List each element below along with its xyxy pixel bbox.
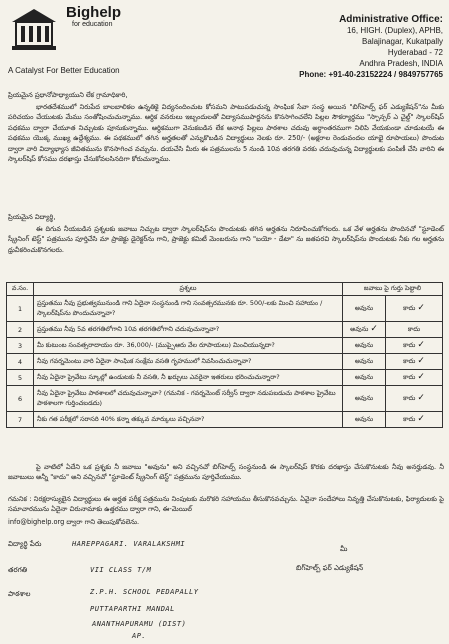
checkmark-icon: ✓ (417, 303, 425, 313)
answer-no-label: కాదు (403, 373, 416, 381)
answer-yes[interactable]: అవును (343, 354, 386, 370)
answer-no[interactable]: కాదు (386, 322, 443, 338)
signature-line-1: మీ (340, 545, 348, 553)
answer-yes[interactable]: అవును (343, 370, 386, 386)
eligibility-table (6, 282, 443, 428)
row-number: 6 (7, 386, 34, 412)
answer-no-checked[interactable] (386, 296, 443, 322)
office-title: Administrative Office: (339, 14, 443, 25)
checkmark-icon: ✓ (417, 393, 425, 403)
bighelp-logo (8, 6, 60, 54)
office-line: Hyderabad - 72 (387, 48, 443, 57)
answer-yes-label: అవును (350, 325, 369, 333)
checkmark-icon: ✓ (417, 356, 425, 366)
row-number: 7 (7, 412, 34, 428)
checkmark-icon: ✓ (370, 324, 378, 334)
answer-yes[interactable]: అవును (343, 296, 386, 322)
question-text: ప్రస్తుతము నీవు ప్రభుత్వమునుండి గాని ఏదైనా సంస్థనుండి గాని సంవత్సరమునకు రూ. 500/-లకు మించి సహాయం / స్కాలర్‌షిప్‌ను పొందుచున్నావా? (34, 296, 343, 322)
col-header-number: వ.సం. (7, 283, 34, 296)
answer-yes-checked[interactable] (343, 322, 386, 338)
brand-name: Bighelp (66, 4, 121, 21)
col-header-question: ప్రశ్నలు (34, 283, 343, 296)
question-text: నీకు గత పరీక్షలో సరాసరి 40% కన్నా తక్కువ మార్కులు వచ్చినవా? (34, 412, 343, 428)
student-name-value[interactable]: HAREPPAGARI. VARALAKSHMI (72, 540, 186, 548)
school-value-line[interactable]: ANANTHAPURAMU (DIST) (92, 620, 187, 628)
school-value-line[interactable]: AP. (132, 632, 147, 640)
class-value[interactable]: VII CLASS T/M (90, 566, 152, 574)
answer-no-checked[interactable] (386, 412, 443, 428)
row-number: 2 (7, 322, 34, 338)
row-number: 4 (7, 354, 34, 370)
table-row (7, 370, 443, 386)
brand-subtitle: for education (72, 21, 113, 28)
office-line: Balajinagar, Kukatpally (362, 37, 443, 46)
table-row (7, 296, 443, 322)
question-text: నీవు గవర్నమెంటు వారి ఏదైనా సాంఘిక సంక్షేమ వసతి గృహములో నివసించుచున్నావా? (34, 354, 343, 370)
table-row (7, 412, 443, 428)
row-number: 1 (7, 296, 34, 322)
instruction-paragraph: ఈ దిగువ నీయబడిన ప్రశ్నలకు జవాబు నిచ్చుట ద్వారా స్కాలర్‌షిప్‌ను పొందుటకు తగిన అర్హతను నిరూపించుకోగలరు. ఒక వేళ అర్హతను పొందినచో "స్టూడెంట్ స్క్రీనింగ్ టెస్ట్" పత్రమును పూర్తిచేసి మా ప్రాజెక్టు డైరెక్టర్‌ను గాని, ప్రాజెక్టు కమిటీ మెంబరును గాని "బయో - డేటా" ను జతపరచి స్కాలర్‌షిప్‌ను పొందుటకు నీకు గల అర్హతను ధ్రువీకరించుకొనగలరు. (8, 225, 444, 254)
checkmark-icon: ✓ (417, 340, 425, 350)
answer-no-label: కాదు (403, 357, 416, 365)
tagline: A Catalyst For Better Education (8, 66, 120, 75)
salutation-principal: ప్రియమైన ప్రధానోపాధ్యాయుని లేక గ్రామాధికారి, (8, 91, 128, 99)
answer-no-label: కాదు (403, 394, 416, 402)
salutation-student: ప్రియమైన విద్యార్థి, (8, 213, 56, 221)
row-number: 3 (7, 338, 34, 354)
office-address (283, 14, 443, 80)
intro-paragraph: భారతదేశములో నిరుపేద బాలబాలికల ఉన్నతికై విద్యనందించుట కోసమని పాటుపడుచున్న సాంఘిక సేవా సంస్థ అయిన "బిగ్‌హెల్ప్ ఫర్ ఎడ్యుకేషన్"ను మీకు పరిచయం చేయుటకు మేము సంతోషించుచున్నాము. ఆర్థిక వనరులు ఇబ్బందులతో విద్యాసముపార్జనను కొనసాగించలేని పిల్లల సౌకర్యార్థము "స్పాన్సర్ ఎ చైల్డ్" స్కాలర్‌షిప్ పధకము ద్వారా చేయూత నిచ్చుటకు పూనుకున్నాము. ఆర్థికముగా వెనుకబడిన లేక అనాథ పిల్లలు పాఠశాల చదువు అర్ధాంతరముగా నిలిపి వేయకుండా చూడుటయే ఈ పథకము యొక్క ముఖ్య ఉద్దేశ్యము. ఈ పథకములో తగిన అర్హతలతో ఎన్నుకొబడిన విద్యార్థులు నెలకు రూ. 250/- (అక్షరాల రెండువందల యాభై రూపాయలు) పొందుట ద్వారా వారి విద్యాభ్యాస జీవితమును కొనసాగించ వచ్చును. దయచేసి మీరు ఈ పత్రములను 5 నుండి 10వ తరగతి వరకు చదువుచున్న విద్యార్థులకు పంపిణీ చేసి వారిని ఈ స్కాలర్‌షిప్ కోసము దరఖాస్తు చేసుకోవలసినదిగా కోరుచున్నాము. (8, 103, 444, 164)
answer-no-checked[interactable] (386, 338, 443, 354)
question-text: ప్రస్తుతము నీవు 5వ తరగతిలోగాని 10వ తరగతిలోగాని చదువుచున్నావా? (34, 322, 343, 338)
answer-no-checked[interactable] (386, 386, 443, 412)
school-label: పాఠశాల (8, 590, 31, 598)
office-line: Andhra Pradesh, INDIA (359, 59, 443, 68)
col-header-answer: జవాబు పై గుర్తు పెట్టాలి (343, 283, 443, 296)
instructions-note: గమనిక : నిరక్షరాస్యులైన విద్యార్థులు ఈ అర్హత పరీక్ష పత్రమును నింపుటకు మరొకరి సహాయము తీసుకొనవచ్చును. ఏవైనా సందేహాలు నివృత్తి చేసుకొనుటకు, ఫిర్యాదులకు పై సమాచారమును ఏదైనా చిరునామాకు ఉత్తరము ద్వారా గాని, ఈ-మెయిల్ (8, 495, 444, 514)
signature-org: బిగ్‌హెల్ప్ ఫర్ ఎడ్యుకేషన్ (296, 564, 364, 572)
question-text: నీవు ఏదైనా ప్రైవేటు పాఠశాలలో చదువుచున్నావా? (గమనిక - గవర్నమెంట్ సర్వీస్ ద్వారా నడుపబడుచు పాఠశాల ప్రైవేటు పాఠశాలగా గుర్తించబడదు) (34, 386, 343, 412)
email-line: info@bighelp.org ద్వారా గాని తెలుపుకోవలెను. (8, 518, 140, 526)
answer-no-label: కాదు (403, 415, 416, 423)
question-text: మీ కుటుంబ సంవత్సరాదాయం రూ. 36,000/- (ముప్పైఆరు వేల రూపాయలు) మించియున్నదా? (34, 338, 343, 354)
checkmark-icon: ✓ (417, 414, 425, 424)
table-header-row (7, 283, 443, 296)
answer-no-checked[interactable] (386, 370, 443, 386)
office-line: 16, HIGH. (Duplex), APHB, (346, 26, 443, 35)
school-value-line[interactable]: Z.P.H. SCHOOL PEDAPALLY (90, 588, 199, 596)
answer-yes[interactable]: అవును (343, 338, 386, 354)
table-row (7, 338, 443, 354)
answer-yes[interactable]: అవును (343, 386, 386, 412)
eligibility-note: పై వాటిలో ఏదేని ఒక ప్రశ్నకు నీ జవాబు "అవును" అని వచ్చినచో బిగ్‌హెల్ప్ సంస్థనుండి ఈ స్కాలర్‌షిప్ కొరకు దరఖాస్తు చేసుకొనుటకు నీవు అనర్హుడవు. నీ జవాబులు అన్నీ "కాదు" అని వచ్చినచో "స్టూడెంట్ స్క్రీనింగ్ టెస్ట్" పత్రమును పూర్తిచేయుము. (8, 463, 444, 482)
table-row (7, 386, 443, 412)
student-name-label: విద్యార్థి పేరు (8, 540, 42, 548)
table-row (7, 354, 443, 370)
answer-no-checked[interactable] (386, 354, 443, 370)
checkmark-icon: ✓ (417, 372, 425, 382)
answer-no-label: కాదు (403, 304, 416, 312)
school-value-line[interactable]: PUTTAPARTHI MANDAL (90, 605, 175, 613)
office-phone: Phone: +91-40-23152224 / 9849757765 (299, 70, 443, 79)
answer-yes[interactable]: అవును (343, 412, 386, 428)
question-text: నీవు ఏదైనా ప్రైవేటు స్కూల్లో ఉండుటకు నీ వసతి, నీ ఖర్చులు ఎవరైనా ఇతరులు భరించుచున్నారా? (34, 370, 343, 386)
class-label: తరగతి (8, 566, 28, 574)
answer-no-label: కాదు (403, 341, 416, 349)
table-row (7, 322, 443, 338)
row-number: 5 (7, 370, 34, 386)
